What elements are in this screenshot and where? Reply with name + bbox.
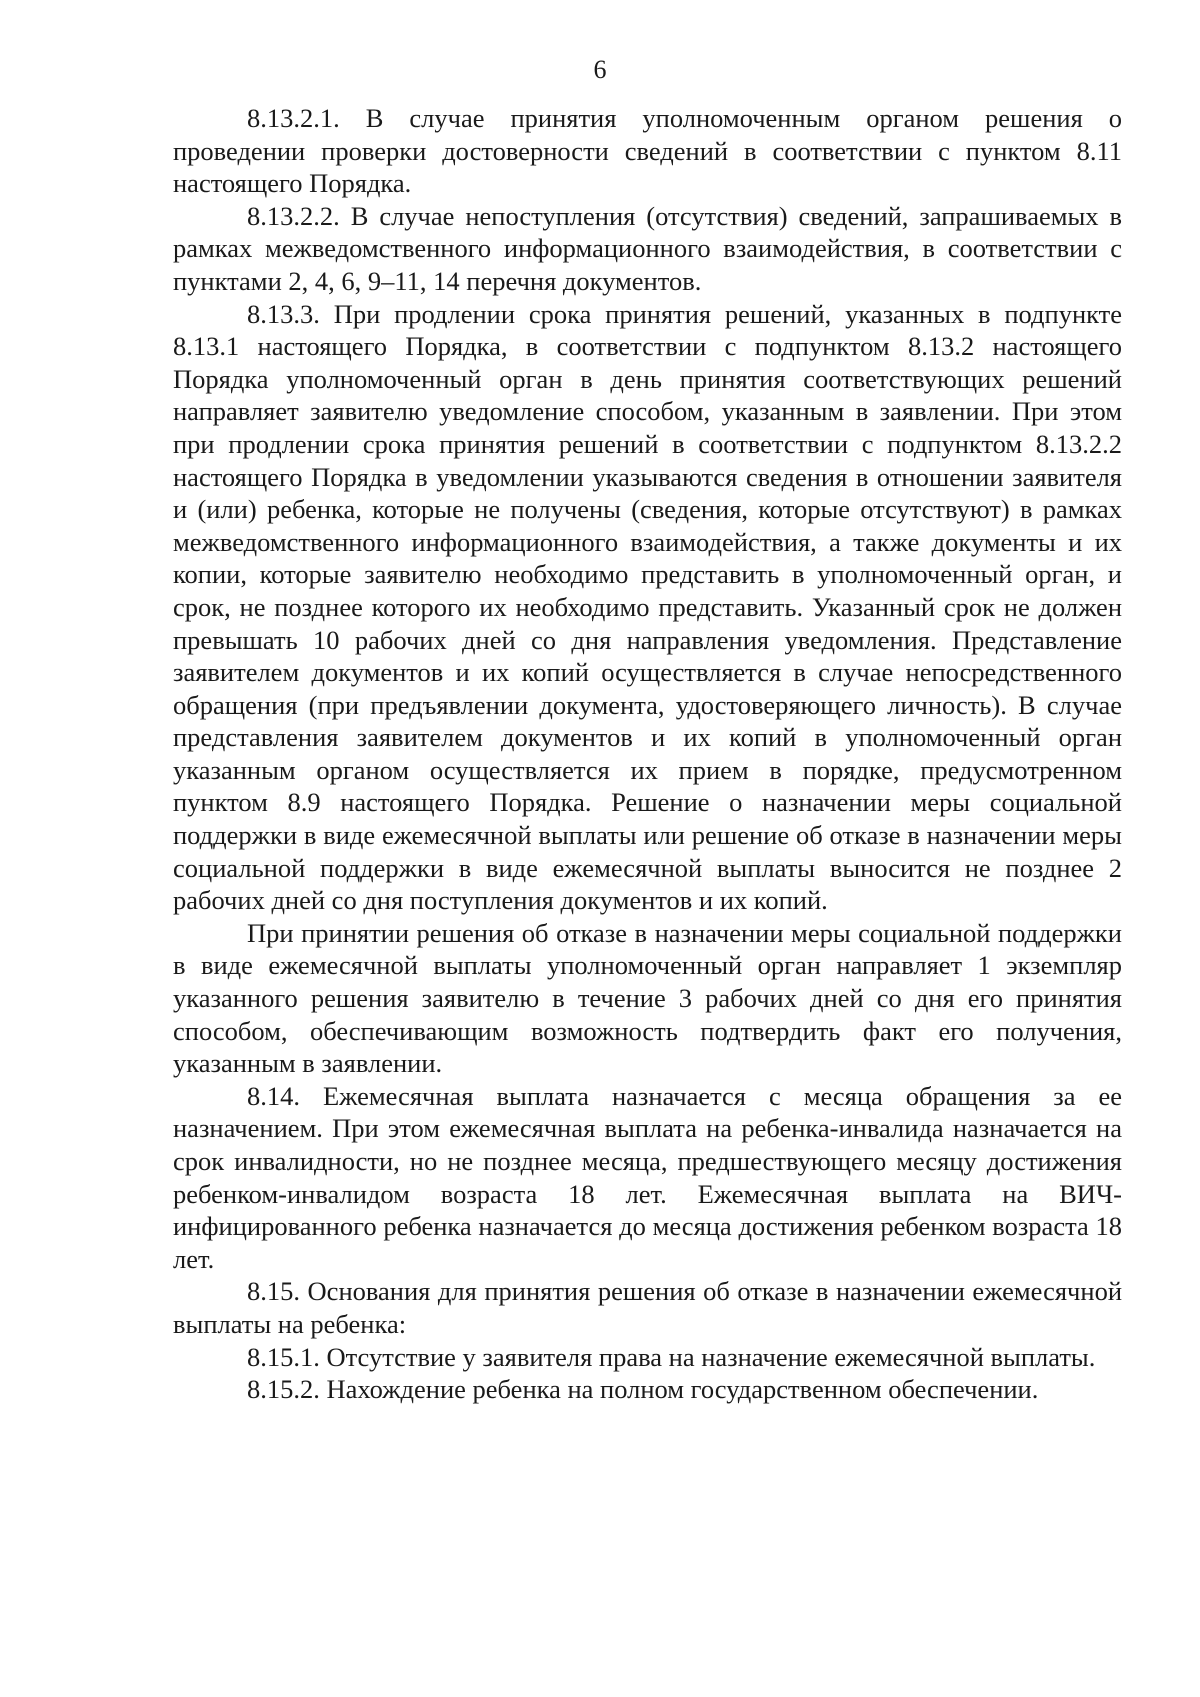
paragraph-8-14: 8.14. Ежемесячная выплата назначается с месяца обращения за ее назначением. При этом ежемесячная выплата на ребенка-инвалида назначается на срок инвалидности, но не позднее месяца, предшествующего месяцу достижения ребенком-инвалидом возраста 18 лет. Ежемесячная выплата на ВИЧ-инфицированного ребенка назначается до месяца достижения ребенком возраста 18 лет.: [173, 1080, 1122, 1274]
paragraph-8-13-2-1: 8.13.2.1. В случае принятия уполномоченным органом решения о проведении проверки достоверности сведений в соответствии с пунктом 8.11 настоящего Порядка.: [173, 103, 1122, 199]
paragraph-8-13-3: 8.13.3. При продлении срока принятия решений, указанных в подпункте 8.13.1 настоящего Порядка, в соответствии с подпунктом 8.13.2 настоящего Порядка уполномоченный орган в день принятия соответствующих решений направляет заявителю уведомление способом, указанным в заявлении. При этом при продлении срока принятия решений в соответствии с подпунктом 8.13.2.2 настоящего Порядка в уведомлении указываются сведения в отношении заявителя и (или) ребенка, которые не получены (сведения, которые отсутствуют) в рамках межведомственного информационного взаимодействия, а также документы и их копии, которые заявителю необходимо представить в уполномоченный орган, и срок, не позднее которого их необходимо представить. Указанный срок не должен превышать 10 рабочих дней со дня направления уведомления. Представление заявителем документов и их копий осуществляется в случае непосредственного обращения (при предъявлении документа, удостоверяющего личность). В случае представления заявителем документов и их копий в уполномоченный орган указанным органом осуществляется их прием в порядке, предусмотренном пунктом 8.9 настоящего Порядка. Решение о назначении меры социальной поддержки в виде ежемесячной выплаты или решение об отказе в назначении меры социальной поддержки в виде ежемесячной выплаты выносится не позднее 2 рабочих дней со дня поступления документов и их копий.: [173, 298, 1122, 916]
paragraph-8-15: 8.15. Основания для принятия решения об отказе в назначении ежемесячной выплаты на ребенка:: [173, 1276, 1122, 1339]
paragraph-8-13-2-2: 8.13.2.2. В случае непоступления (отсутствия) сведений, запрашиваемых в рамках межведомственного информационного взаимодействия, в соответствии с пунктами 2, 4, 6, 9–11, 14 перечня документов.: [173, 200, 1122, 296]
page-number: 6: [593, 55, 607, 84]
paragraph-8-15-1: 8.15.1. Отсутствие у заявителя права на назначение ежемесячной выплаты.: [247, 1341, 1096, 1372]
paragraph-8-15-2: 8.15.2. Нахождение ребенка на полном государственном обеспечении.: [247, 1374, 1039, 1405]
paragraph-refusal-notice: При принятии решения об отказе в назначении меры социальной поддержки в виде ежемесячной выплаты уполномоченный орган направляет 1 экземпляр указанного решения заявителю в течение 3 рабочих дней со дня его принятия способом, обеспечивающим возможность подтвердить факт его получения, указанным в заявлении.: [173, 917, 1122, 1079]
document-body: [173, 102, 1122, 1406]
